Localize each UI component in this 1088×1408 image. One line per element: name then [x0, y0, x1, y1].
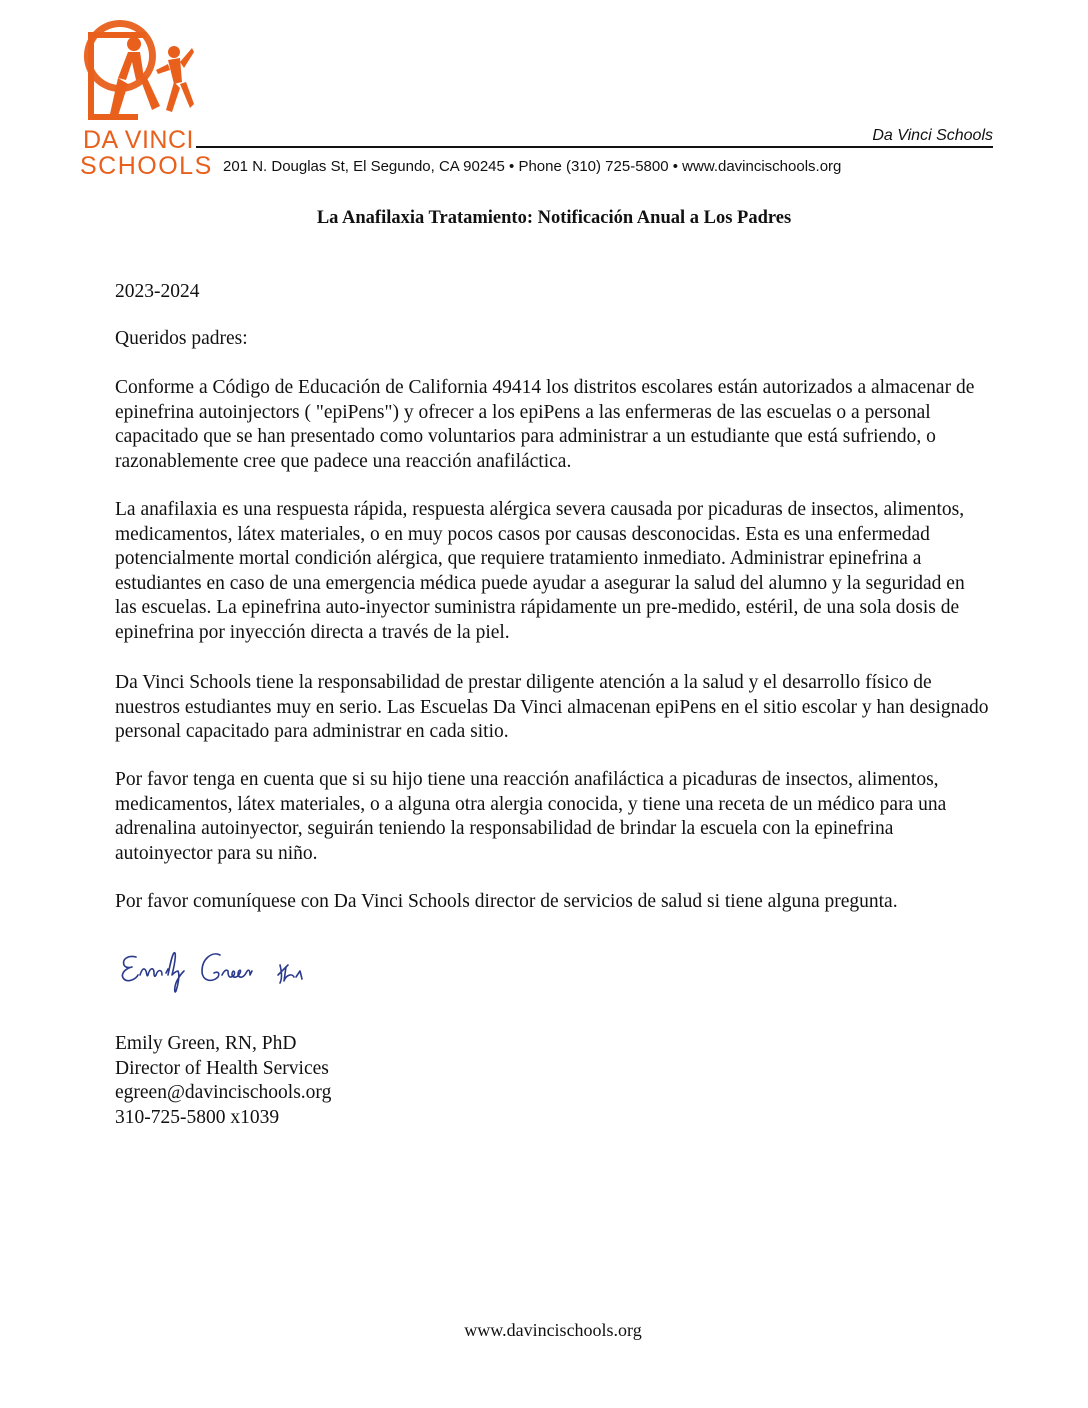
- document-title: La Anafilaxia Tratamiento: Notificación Anual a Los Padres: [316, 208, 792, 228]
- signer-name: Emily Green, RN, PhD: [115, 1033, 297, 1054]
- school-logo: [80, 18, 213, 180]
- paragraph-contact: [115, 890, 990, 915]
- paragraph-text: Por favor comuníquese con Da Vinci Schools director de servicios de salud si tiene alguna pregunta.: [115, 891, 898, 912]
- vitruvian-man-icon: [82, 18, 194, 122]
- paragraph-anaphylaxis-info: [115, 498, 990, 645]
- header-address: 201 N. Douglas St, El Segundo, CA 90245 • Phone (310) 725-5800 • www.davincischools.org: [223, 158, 842, 175]
- paragraph-school-responsibility: [115, 671, 990, 745]
- header-divider: [196, 146, 993, 148]
- greeting: Queridos padres:: [115, 328, 248, 349]
- paragraph-text: Da Vinci Schools tiene la responsabilidad de prestar diligente atención a la salud y el desarrollo físico de nuestros estudiantes muy en serio. Las Escuelas Da Vinci almacenan epiPens en el sitio escolar y han designado personal capacitado para administrar en cada sitio.: [115, 672, 989, 742]
- header-org-name: Da Vinci Schools: [872, 127, 993, 144]
- signer-phone: 310-725-5800 x1039: [115, 1106, 280, 1128]
- paragraph-text: Conforme a Código de Educación de California 49414 los distritos escolares están autorizados a almacenar de epinefrina autoinjectors ( "epiPens") y ofrecer a los epiPens a las enfermeras de las escuelas o a personal capacitado que se han presentado como voluntarios para administrar a un estudiante que está sufriendo, o razonablemente cree que padece una reacción anafiláctica.: [115, 377, 975, 472]
- paragraph-text: La anafilaxia es una respuesta rápida, respuesta alérgica severa causada por picaduras de insectos, alimentos, medicamentos, látex materiales, o en muy pocos casos por causas desconocidas. Esta es una enfermedad potencialmente mortal condición alérgica, que requiere tratamiento inmediato. Administrar epinefrina a estudiantes en caso de una emergencia médica puede ayudar a asegurar la salud del alumno y la seguridad en las escuelas. La epinefrina auto-inyector suministra rápidamente un pre-medido, estéril, de una sola dosis de epinefrina por inyección directa a través de la piel.: [115, 499, 965, 643]
- logo-wordmark-line2: SCHOOLS: [80, 152, 213, 180]
- signer-role: Director of Health Services: [115, 1057, 329, 1079]
- handwritten-signature: [118, 945, 348, 1002]
- logo-wordmark-line1: DA VINCI: [83, 126, 194, 154]
- paragraph-legal-basis: [115, 376, 990, 474]
- signer-email[interactable]: egreen@davincischools.org: [115, 1082, 332, 1103]
- signature-block: [115, 1032, 331, 1130]
- footer-url[interactable]: www.davincischools.org: [464, 1320, 642, 1340]
- paragraph-parent-responsibility: [115, 768, 990, 866]
- school-year: 2023-2024: [115, 281, 200, 302]
- paragraph-text: Por favor tenga en cuenta que si su hijo tiene una reacción anafiláctica a picaduras de insectos, alimentos, medicamentos, látex materiales, o a alguna otra alergia conocida, y tiene una receta de un médico para una adrenalina autoinyector, seguirán teniendo la responsabilidad de brindar la escuela con la epinefrina autoinyector para su niño.: [115, 769, 947, 864]
